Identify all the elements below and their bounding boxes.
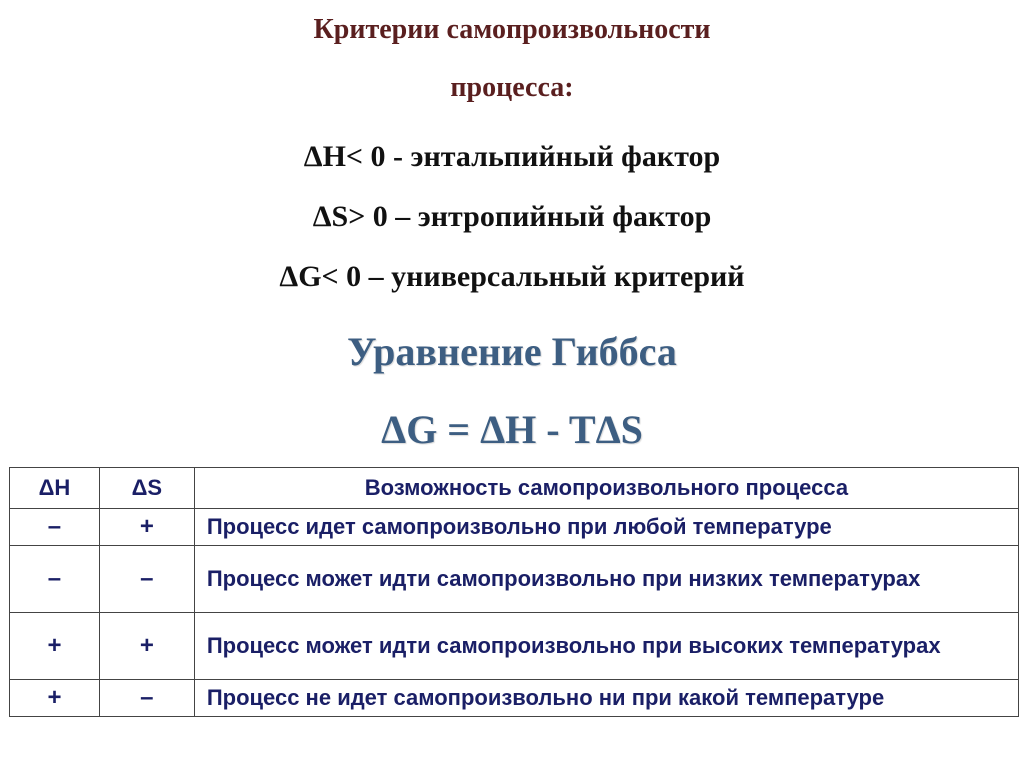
criterion-entropy: ΔS> 0 – энтропийный фактор <box>312 200 712 233</box>
table-row <box>10 509 1019 546</box>
cell-description: Процесс может идти самопроизвольно при высоких температурах <box>194 613 1018 680</box>
cell-description: Процесс может идти самопроизвольно при низких температурах <box>194 546 1018 613</box>
table-row <box>10 613 1019 680</box>
table-row <box>10 680 1019 717</box>
header-delta-h: ΔH <box>10 468 100 509</box>
cell-delta-s: + <box>99 613 194 680</box>
cell-delta-h: + <box>10 680 100 717</box>
cell-delta-h: + <box>10 613 100 680</box>
cell-description: Процесс идет самопроизвольно при любой температуре <box>194 509 1018 546</box>
slide-title-line-2: процесса: <box>450 72 574 103</box>
gibbs-equation-title: Уравнение Гиббса <box>347 329 677 374</box>
table-row <box>10 546 1019 613</box>
criterion-universal: ΔG< 0 – универсальный критерий <box>279 260 745 293</box>
cell-delta-h: – <box>10 509 100 546</box>
spontaneity-table <box>9 467 1019 717</box>
cell-delta-h: – <box>10 546 100 613</box>
criterion-enthalpy: ΔH< 0 - энтальпийный фактор <box>303 140 721 173</box>
table-header-row <box>10 468 1019 509</box>
cell-delta-s: – <box>99 680 194 717</box>
header-possibility: Возможность самопроизвольного процесса <box>194 468 1018 509</box>
header-delta-s: ΔS <box>99 468 194 509</box>
cell-delta-s: – <box>99 546 194 613</box>
cell-delta-s: + <box>99 509 194 546</box>
slide-title-line-1: Критерии самопроизвольности <box>313 14 711 45</box>
gibbs-equation: ΔG = ΔH - TΔS <box>381 407 643 452</box>
cell-description: Процесс не идет самопроизвольно ни при какой температуре <box>194 680 1018 717</box>
